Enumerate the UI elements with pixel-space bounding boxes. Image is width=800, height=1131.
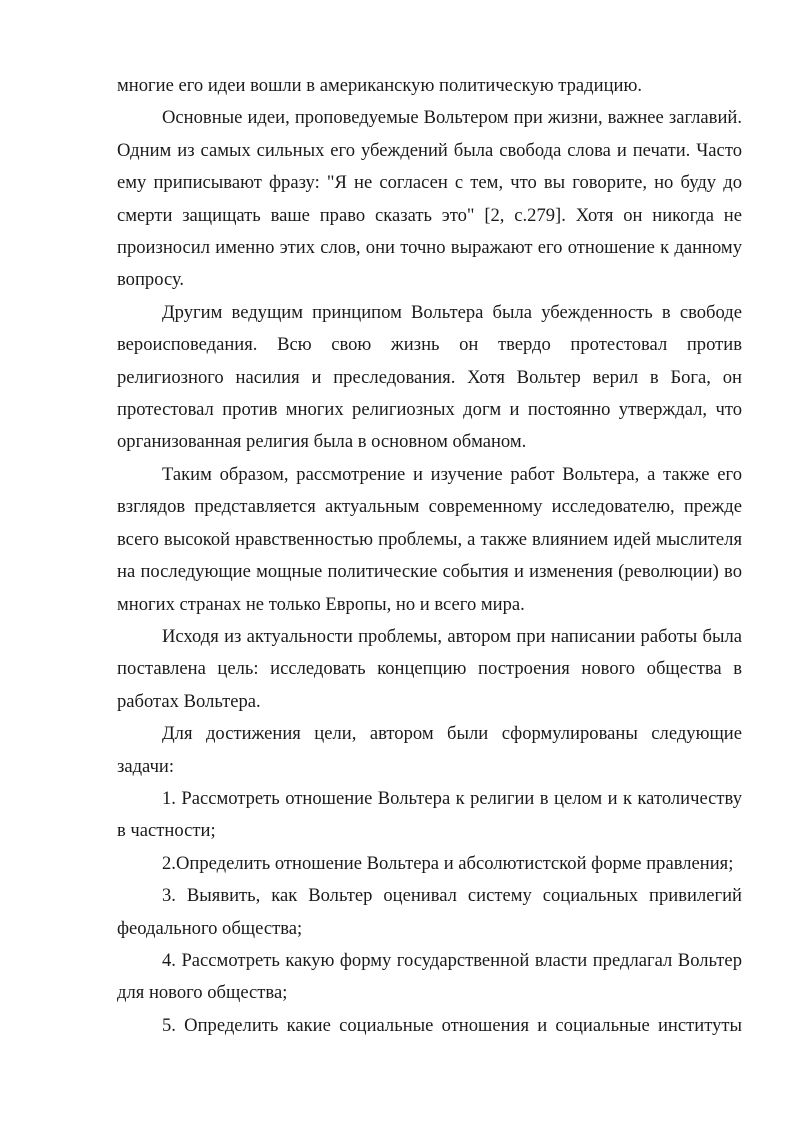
task-item-1: 1. Рассмотреть отношение Вольтера к религии в целом и к католичеству в частности; <box>117 787 742 842</box>
task-item-4: 4. Рассмотреть какую форму государственной власти предлагал Вольтер для нового общества; <box>117 949 742 1004</box>
paragraph-freedom-of-religion: Другим ведущим принципом Вольтера была убежденность в свободе вероисповедания. Всю свою жизнь он твердо протестовал против религиозного насилия и преследования. Хотя Вольтер верил в Бога, он протестовал против многих религиозных догм и постоянно утверждал, что организованная религия была в основном обманом. <box>117 301 742 453</box>
task-item-3: 3. Выявить, как Вольтер оценивал систему социальных привилегий феодального общества; <box>117 885 742 939</box>
paragraph-freedom-of-speech: Основные идеи, проповедуемые Вольтером при жизни, важнее заглавий. Одним из самых сильных его убеждений была свобода слова и печати. Часто ему приписывают фразу: "Я не согласен с тем, что вы говорите, но буду до смерти защищать ваше право сказать это" [2, с.279]. Хотя он никогда не произносил именно этих слов, они точно выражают его отношение к данному вопросу. <box>117 107 742 291</box>
paragraph-goal: Исходя из актуальности проблемы, автором при написании работы была поставлена цель: исследовать концепцию построения нового общества в работах Вольтера. <box>117 625 742 712</box>
task-item-2: 2.Определить отношение Вольтера и абсолютистской форме правления; <box>162 852 734 874</box>
paragraph-relevance: Таким образом, рассмотрение и изучение работ Вольтера, а также его взглядов представляется актуальным современному исследователю, прежде всего высокой нравственностью проблемы, а также влиянием идей мыслителя на последующие мощные политические события и изменения (революции) во многих странах не только Европы, но и всего мира. <box>117 463 742 615</box>
paragraph-continuation: многие его идеи вошли в американскую политическую традицию. <box>117 75 643 96</box>
paragraph-tasks-intro: Для достижения цели, автором были сформулированы следующие задачи: <box>117 723 742 777</box>
document-page <box>117 70 742 1042</box>
task-item-5: 5. Определить какие социальные отношения и социальные институты <box>162 1014 742 1036</box>
